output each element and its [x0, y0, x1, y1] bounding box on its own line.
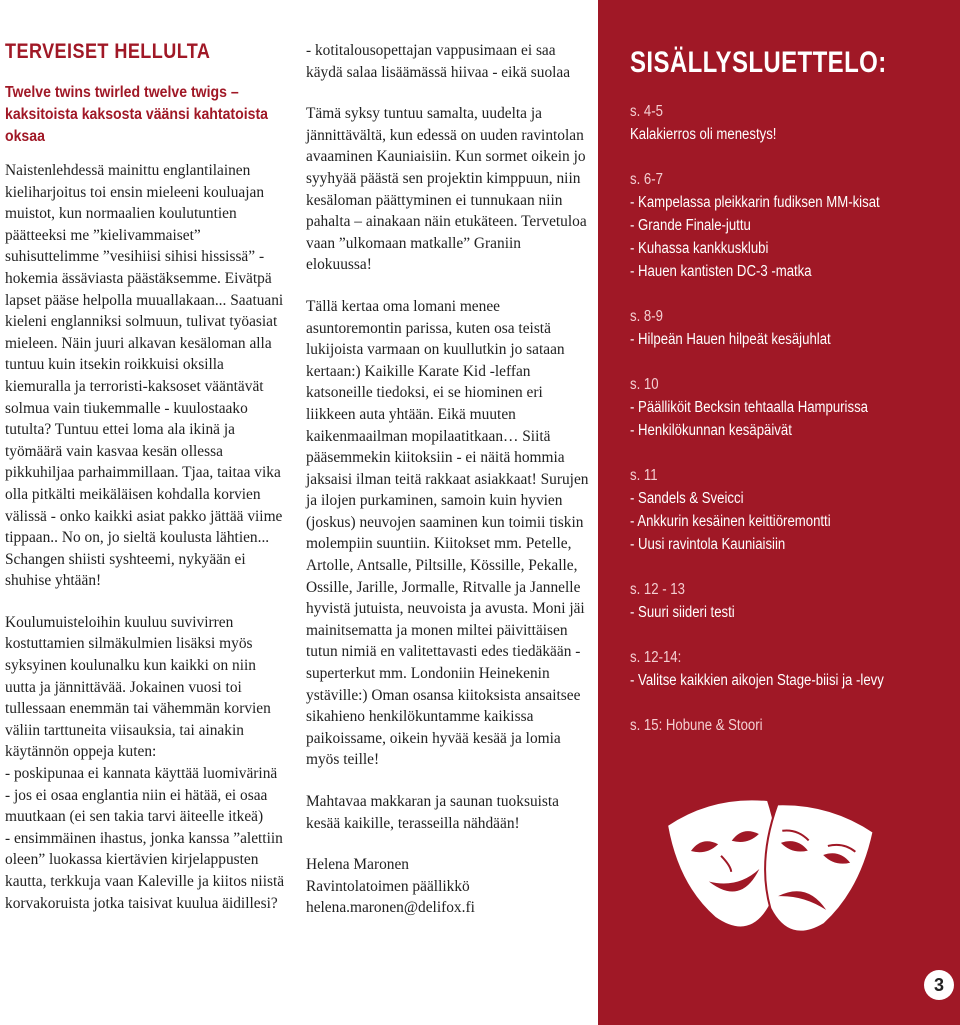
table-of-contents-sidebar [598, 0, 960, 1025]
toc-item: - Päälliköit Becksin tehtaalla Hampurissa [630, 399, 868, 416]
toc-group [630, 464, 919, 556]
toc-page-ref: s. 11 [630, 467, 658, 484]
toc-page-ref: s. 12 - 13 [630, 581, 685, 598]
toc-group [630, 714, 919, 737]
signature-title: Ravintolatoimen päällikkö [306, 877, 470, 895]
toc-item: - Ankkurin kesäinen keittiöremontti [630, 513, 831, 530]
article-paragraph-1: Naistenlehdessä mainittu englantilainen kieliharjoitus toi ensin mieleeni kouluajan muistot, kun normaalien koulutuntien päätteeksi me ”kielivammaiset” suhisuttelimme ”vesihiisi sihisi hississä” -hokemia ässäviasta päästäksemme. Eivätpä lapset pääse helpolla muuallakaan... Saatuani kieleni englanniksi solmuun, tulivat työasiat mieleen. Näin juuri alkavan kesäloman alla tuntuu kuin itsekin roikkuisi oksilla kiemuralla ja terroristi-kaksoset vääntävät solmua vain tiukemmalle - kuulostaako tutulta? Tuntuu ettei loma ala ikinä ja työmäärä vain kasvaa kesän ollessa pikkuhiljaa parhaimmillaan. Tjaa, taitaa vika olla pitkälti meikäläisen kohdalla korvien välissä - onko kaikki asiat pakko jättää viime tippaan.. No on, jo sieltä koulusta lähtien... Schangen shiisti syshteemi, nykyään ei shuhise yhtään! [5, 162, 284, 590]
theatre-masks-icon [660, 772, 880, 962]
list-item: - ensimmäinen ihastus, jonka kanssa ”alettiin oleen” luokassa kiertävien kirjelappusten kautta, terkkuja vaan Kaleville ja kiitos niistä korvakoruista jotka taisivat kuulua äidillesi? [5, 829, 285, 912]
signature-name: Helena Maronen [306, 856, 409, 874]
toc-item: - Hilpeän Hauen hilpeät kesäjuhlat [630, 331, 831, 348]
article-paragraph-3: - kotitalousopettajan vappusimaan ei saa käydä salaa lisäämässä hiivaa - eikä suolaa [306, 42, 571, 81]
toc-group [630, 373, 919, 442]
toc-item: Kalakierros oli menestys! [630, 126, 777, 143]
toc-page-ref: s. 12-14: [630, 649, 682, 666]
toc-item: - Grande Finale-juttu [630, 217, 751, 234]
toc-item: - Sandels & Sveicci [630, 490, 744, 507]
toc-item: - Suuri siideri testi [630, 604, 735, 621]
toc-item: - Henkilökunnan kesäpäivät [630, 422, 792, 439]
toc-title: SISÄLLYSLUETTELO: [630, 46, 887, 79]
toc-group [630, 305, 919, 351]
toc-page-ref: s. 8-9 [630, 308, 663, 325]
article-heading: TERVEISET HELLULTA [5, 40, 211, 63]
middle-column [306, 40, 590, 919]
toc-group [630, 646, 919, 692]
toc-group [630, 100, 919, 146]
toc-page-ref: s. 6-7 [630, 171, 663, 188]
toc-list [630, 100, 960, 759]
toc-group [630, 168, 919, 283]
list-item: - jos ei osaa englantia niin ei hätää, ei osaa muutkaan (ei sen takia tarvi äiteelle itkeä) [5, 786, 268, 826]
toc-item: - Kampelassa pleikkarin fudiksen MM-kisat [630, 194, 880, 211]
article-paragraph-4: Tämä syksy tuntuu samalta, uudelta ja jännittävältä, kun edessä on uuden ravintolan avaaminen Kauniaisiin. Kun sormet oikein jo syyhyää päästä sen projektin kimppuun, niin kesäloman päättyminen ei tunnukaan niin pahalta – ainakaan näin etukäteen. Tervetuloa vaan ”ulkomaan matkalle” Graniin elokuussa! [306, 105, 587, 274]
article-paragraph-2: Koulumuisteloihin kuuluu suvivirren kostuttamien silmäkulmien lisäksi myös syksyinen koulunalku kun kaikki on niin uutta ja jännittävää. Jokainen vuosi toi tullessaan enemmän tai vähemmän korvien väliin tarttuneita viisauksia, tai ainakin käytännön oppeja kuten: [5, 613, 271, 761]
left-column [5, 40, 288, 914]
list-item: - poskipunaa ei kannata käyttää luomivärinä [5, 765, 278, 783]
article-subheading: Twelve twins twirled twelve twigs – kaksitoista kaksosta väänsi kahtatoista oksaa [5, 84, 268, 145]
signature-email: helena.maronen@delifox.fi [306, 899, 475, 917]
article-paragraph-5: Tällä kertaa oma lomani menee asuntoremontin parissa, kuten osa teistä lukijoista varmaan on kuullutkin jo sataan kertaan:) Kaikille Karate Kid -leffan katsoneille tiedoksi, ei se hiominen eri liikkeen auta yhtään. Eikä muuten kaikenmaailman mopilaatitkaan… Siitä pääsemmekin kiitoksiin - ei näitä hommia jaksaisi ilman teitä rakkaat asiakkaat! Surujen ja ilojen purkaminen, samoin kuin hyvien (joskus) neuvojen saaminen kun toimii tiskin molempiin suuntiin. Kiitokset mm. Petelle, Artolle, Antsalle, Piltsille, Kössille, Pekalle, Ossille, Jarille, Jormalle, Ritvalle ja Jannelle hyvistä jutuista, neuvoista ja avusta. Moni jäi mainitsematta ja monen miltei päivittäisen tutun nimiä en valitettavasti edes tiedäkään - superterkut mm. Londoniin Heinekenin ystäville:) Oman osansa kiitoksista ansaitsee sikahieno henkilökuntamme kaikissa paikoissame, oikein hyvää kesää ja lomia myös teille! [306, 297, 589, 769]
article-paragraph-6: Mahtavaa makkaran ja saunan tuoksuista kesää kaikille, terasseilla nähdään! [306, 793, 560, 832]
toc-page-ref: s. 10 [630, 376, 659, 393]
toc-item: - Hauen kantisten DC-3 -matka [630, 263, 812, 280]
page-number: 3 [924, 970, 954, 1000]
toc-item: - Kuhassa kankkusklubi [630, 240, 769, 257]
toc-item: - Uusi ravintola Kauniaisiin [630, 536, 786, 553]
toc-group [630, 578, 919, 624]
toc-page-ref: s. 15: Hobune & Stoori [630, 717, 763, 734]
toc-page-ref: s. 4-5 [630, 103, 663, 120]
toc-item: - Valitse kaikkien aikojen Stage-biisi ja -levy [630, 672, 884, 689]
